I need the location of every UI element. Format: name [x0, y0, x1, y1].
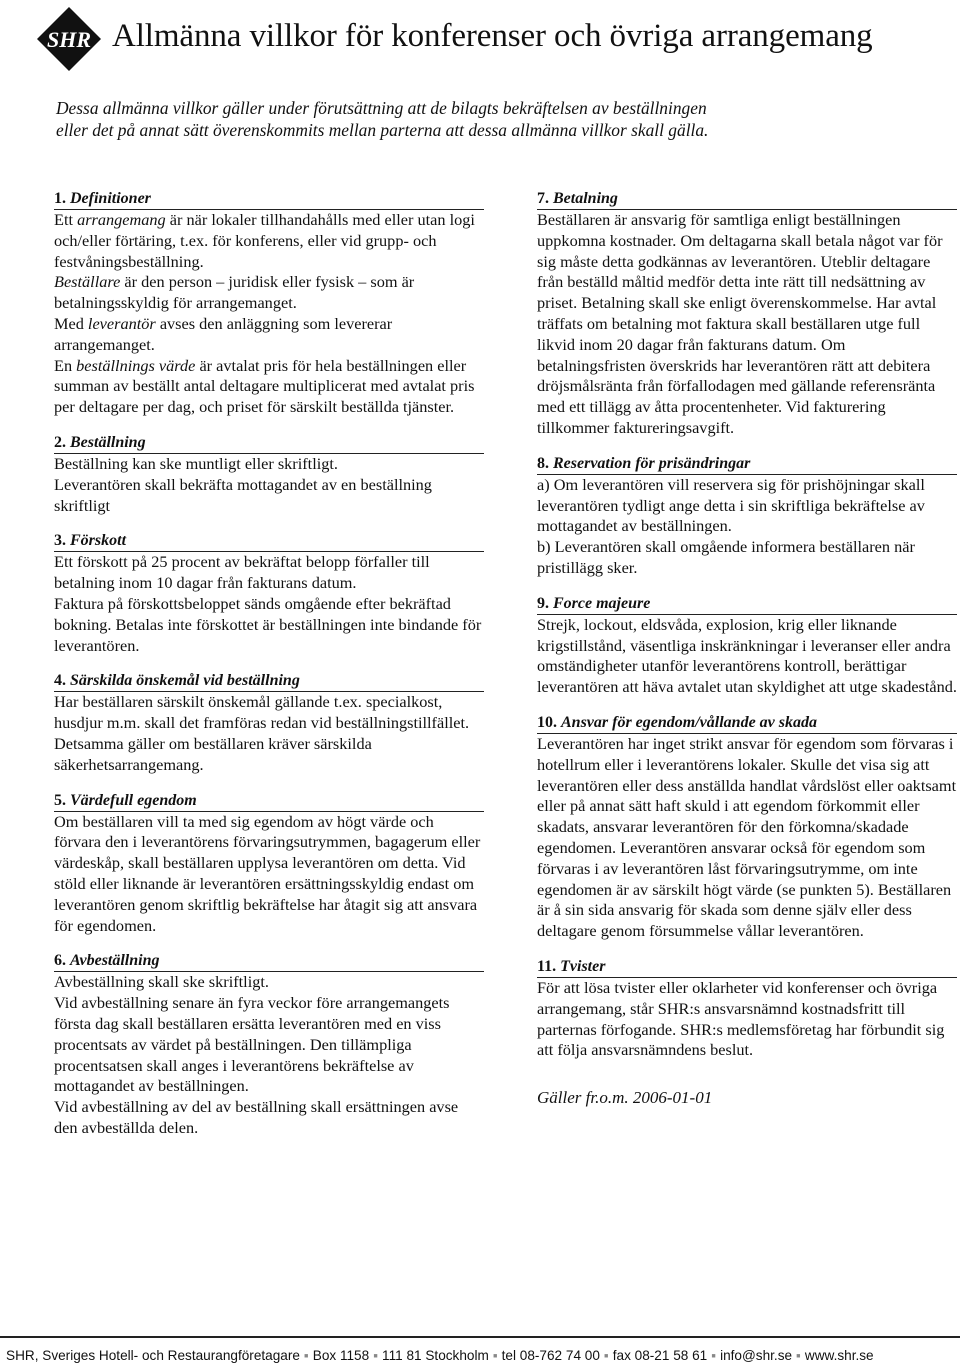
section-tvister [537, 956, 957, 1061]
paragraph: a) Om leverantören vill reservera sig för prishöjningar skall leverantören tydligt ange detta i sin skriftliga bekräftelse av mottagandet av beställningen. [537, 474, 925, 536]
section-vardefull-egendom [54, 790, 484, 937]
paragraph: Leverantören har inget strikt ansvar för egendom som förvaras i hotellrum eller i leverantörens lokaler. Skulle det visa sig att leverantören eller dess anställda handlat vårdslöst eller oaktsamt eller på annat sätt haft skuld i att egendom förkommit eller skadats, ansvarar leverantören för den förkomna/skadade egendomen. Leverantören ansvarar också för egendom som förvaras i av leverantören låst förvaringsutrymme, om inte egendomen är av särskilt högt värde (se punkten 5). Beställaren är å sin sida ansvarig för skada som denne själv eller dess deltagare genom försummelse vållar leverantören. [537, 733, 957, 941]
section-heading: 7. Betalning [537, 188, 957, 210]
shr-logo [36, 6, 102, 72]
section-heading: 5. Värdefull egendom [54, 790, 484, 812]
footer-phone: tel 08-762 74 00 [501, 1348, 600, 1363]
paragraph: Med leverantör avses den anläggning som levererar arrangemanget. [54, 313, 393, 354]
footer-email[interactable]: info@shr.se [720, 1348, 793, 1363]
section-ansvar [537, 712, 957, 942]
paragraph: Faktura på förskottsbeloppet sänds omgående efter bekräftad bokning. Betalas inte förskottet är beställningen inte bindande för leverantören. [54, 593, 482, 655]
section-heading: 9. Force majeure [537, 593, 957, 615]
section-heading: 2. Beställning [54, 432, 484, 454]
footer-address: 111 81 Stockholm [382, 1348, 489, 1363]
paragraph: För att lösa tvister eller oklarheter vid konferenser och övriga arrangemang, står SHR:s ansvarsnämnd kostnadsfritt till parternas förfogande. SHR:s medlemsföretag har förbundit sig att följa ansvarsnämndens beslut. [537, 977, 945, 1060]
bullet-icon: ▪ [711, 1348, 717, 1363]
left-column [54, 188, 484, 1153]
section-avbestallning [54, 950, 484, 1138]
right-column [537, 188, 957, 1109]
section-definitions [54, 188, 484, 418]
bullet-icon: ▪ [492, 1348, 498, 1363]
paragraph: Leverantören skall bekräfta mottagandet av en beställning skriftligt [54, 474, 432, 515]
paragraph: Om beställaren vill ta med sig egendom av högt värde och förvara den i leverantörens förvaringsutrymmen, bagagerum eller värdeskåp, skall beställaren upplysa leverantören om detta. Vid stöld eller liknande är leverantören ersättningsskyldig endast om leverantören genom skriftlig bekräftelse har åtagit sig att ansvara för egendomen. [54, 811, 481, 935]
paragraph: En beställnings värde är avtalat pris för hela beställningen eller summan av beställt antal deltagare multiplicerat med avtalat pris per deltagare per dag, och priset för särskilt beställda tjänster. [54, 355, 475, 417]
logo-text: SHR [46, 27, 92, 52]
validity-date: Gäller fr.o.m. 2006-01-01 [537, 1088, 713, 1108]
section-heading: 11. Tvister [537, 956, 957, 978]
paragraph: Beställaren är ansvarig för samtliga enligt beställningen uppkomna kostnader. Om deltagarna skall betala något var för sig måste detta godkännas av leverantören. Uteblir deltagare från beställd måltid medför detta inte rätt till nedsättning av priset. Betalning skall ske enligt överenskommelse. Har avtal träffats om betalning mot faktura skall beställaren utge full likvid inom 20 dagar från fakturans datum. Om betalningsfristen överskrids har leverantören rätt att debitera dröjsmålsränta från förfallodagen med gällande referensränta med ett tillägg av åtta procentenheter. Vid fakturering tillkommer faktureringsavgift. [537, 210, 943, 437]
paragraph: Beställning kan ske muntligt eller skriftligt. [54, 453, 338, 473]
paragraph: Ett arrangemang är när lokaler tillhandahålls med eller utan logi och/eller förtäring, t.ex. för konferens, eller vid grupp- och festvåningsbeställning. [54, 210, 475, 271]
intro-text: Dessa allmänna villkor gäller under förutsättning att de bilagts bekräftelsen av beställningen eller det på annat sätt överenskommits mellan parterna att dessa allmänna villkor skall gälla. [56, 98, 709, 140]
section-heading: 4. Särskilda önskemål vid beställning [54, 670, 484, 692]
paragraph: Beställare är den person – juridisk eller fysisk – som är betalningsskyldig för arrangemanget. [54, 272, 415, 313]
bullet-icon: ▪ [603, 1348, 609, 1363]
bullet-icon: ▪ [796, 1348, 801, 1363]
footer [6, 1348, 874, 1363]
section-heading: 1. Definitioner [54, 188, 484, 210]
section-heading: 6. Avbeställning [54, 950, 484, 972]
footer-org: SHR, Sveriges Hotell- och Restaurangföretagare [6, 1348, 300, 1363]
paragraph: Strejk, lockout, eldsvåda, explosion, krig eller liknande krigstillstånd, väsentliga inskränkningar i leveranser eller andra omständigheter utanför leverantörens kontroll, berättigar leverantören att häva avtalet utan skyldighet att utge skadestånd. [537, 614, 957, 697]
paragraph: Avbeställning skall ske skriftligt. [54, 972, 269, 992]
footer-divider [0, 1336, 960, 1338]
section-forskott [54, 530, 484, 656]
section-betalning [537, 188, 957, 439]
bullet-icon: ▪ [373, 1348, 379, 1363]
section-force-majeure [537, 593, 957, 698]
paragraph: Har beställaren särskilt önskemål gällande t.ex. specialkost, husdjur m.m. skall det framföras redan vid beställningstillfället. Detsamma gäller om beställaren kräver särskilda säkerhetsarrangemang. [54, 692, 470, 774]
section-bestallning [54, 432, 484, 516]
footer-fax: fax 08-21 58 61 [612, 1348, 708, 1363]
paragraph: Vid avbeställning av del av beställning skall ersättningen avse den avbeställda delen. [54, 1097, 459, 1137]
paragraph: Ett förskott på 25 procent av bekräftat belopp förfaller till betalning inom 10 dagar från fakturans datum. [54, 552, 430, 593]
footer-web[interactable]: www.shr.se [804, 1348, 874, 1363]
page-title: Allmänna villkor för konferenser och övriga arrangemang [112, 18, 873, 54]
section-heading: 10. Ansvar för egendom/vållande av skada [537, 712, 957, 734]
section-sarskilda-onskemal [54, 670, 484, 775]
section-reservation [537, 453, 957, 579]
footer-box: Box 1158 [312, 1348, 370, 1363]
bullet-icon: ▪ [303, 1348, 309, 1363]
paragraph: Vid avbeställning senare än fyra veckor före arrangemangets första dag skall beställaren ersätta leverantören med en viss procentsats av värdet på beställningen. Den tillämpliga procentsatsen skall anges i leverantörens bekräftelse av mottagandet av beställningen. [54, 993, 450, 1096]
paragraph: b) Leverantören skall omgående informera beställaren när pristillägg sker. [537, 537, 915, 577]
section-heading: 3. Förskott [54, 530, 484, 552]
section-heading: 8. Reservation för prisändringar [537, 453, 957, 475]
